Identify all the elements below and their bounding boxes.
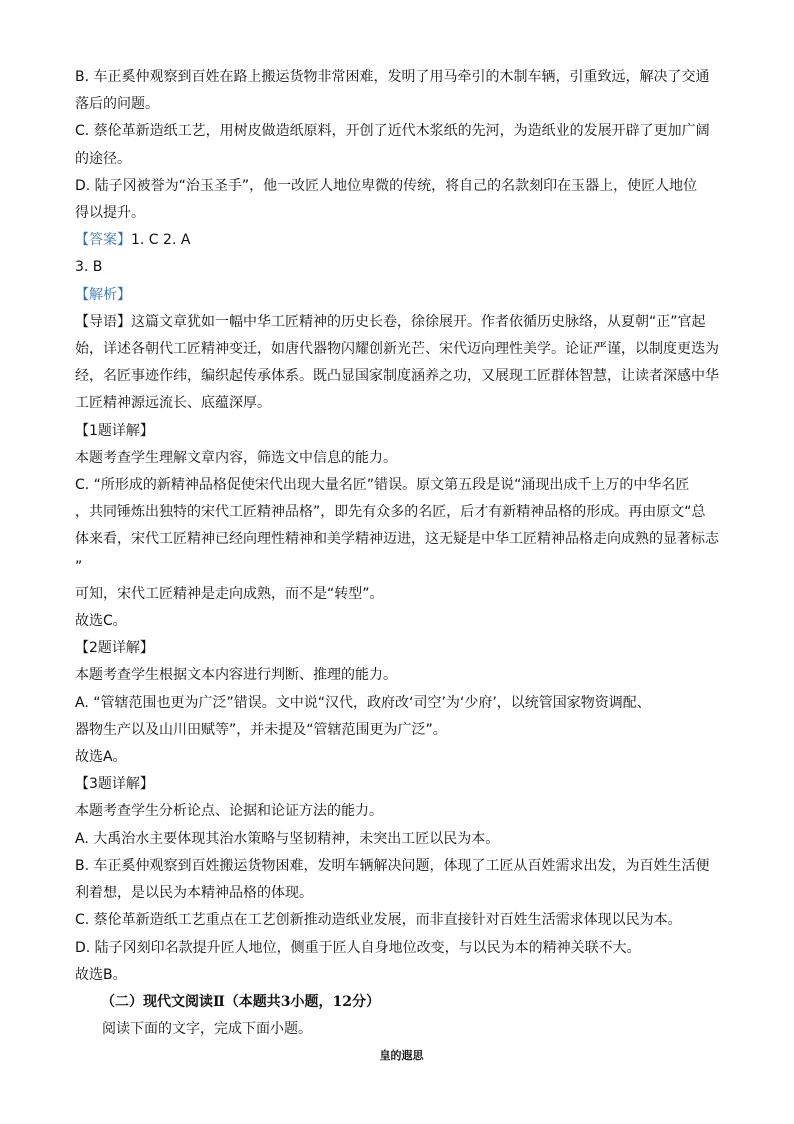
q3-line-2: A. 大禹治水主要体现其治水策略与坚韧精神，未突出工匠以民为本。 bbox=[75, 830, 500, 847]
guide-line-4: 工匠精神源远流长、底蕴深厚。 bbox=[75, 395, 271, 412]
answer-text: 1. C 2. A bbox=[131, 232, 191, 249]
option-d-line-1: D. 陆子冈被誉为“治玉圣手”，他一改匠人地位卑微的传统，将自己的名款刻印在玉器上，使匠人地位 bbox=[75, 177, 698, 194]
option-c-line-1: C. 蔡伦革新造纸工艺，用树皮做造纸原料，开创了近代木浆纸的先河，为造纸业的发展开辟了更加广阔 bbox=[75, 123, 710, 140]
q1-line-7: 故选C。 bbox=[75, 613, 127, 630]
q1-line-6: 可知，宋代工匠精神是走向成熟，而不是“转型”。 bbox=[75, 585, 384, 602]
guide-line-2: 始，详述各朝代工匠精神变迁，如唐代器物闪耀创新光芒、宋代迈向理性美学。论证严谨，以制度更迭为 bbox=[75, 341, 719, 358]
option-d-line-2: 得以提升。 bbox=[75, 205, 145, 222]
q2-line-4: 故选A。 bbox=[75, 749, 127, 766]
passage-title: 皇的遐思 bbox=[379, 1049, 424, 1063]
answer-line-2: 3. B bbox=[75, 259, 103, 276]
q3-line-5: C. 蔡伦革新造纸工艺重点在工艺创新推动造纸业发展，而非直接针对百姓生活需求体现以民为本。 bbox=[75, 912, 682, 929]
reading-instruction: 阅读下面的文字，完成下面小题。 bbox=[102, 1021, 312, 1038]
answer-line bbox=[75, 227, 728, 254]
q3-line-1: 本题考查学生分析论点、论据和论证方法的能力。 bbox=[75, 803, 383, 820]
q3-line-4: 利着想，是以民为本精神品格的体现。 bbox=[75, 885, 313, 902]
guide-line-3: 经，名匠事迹作纬，编织起传承体系。既凸显国家制度涵养之功，又展现工匠群体智慧，让读者深感中华 bbox=[75, 368, 719, 385]
option-b-line-1: B. 车正奚仲观察到百姓在路上搬运货物非常困难，发明了用马牵引的木制车辆，引重致远，解决了交通 bbox=[75, 69, 710, 85]
q1-line-5: ” bbox=[75, 558, 83, 575]
q1-line-4: 体来看，宋代工匠精神已经向理性精神和美学精神迈进，这无疑是中华工匠精神品格走向成熟的显著标志 bbox=[75, 531, 719, 548]
q2-line-3: 器物生产以及山川田赋等”，并未提及“管辖范围更为广泛”。 bbox=[75, 721, 447, 738]
q3-line-6: D. 陆子冈刻印名款提升匠人地位，侧重于匠人自身地位改变，与以民为本的精神关联不大。 bbox=[75, 939, 641, 956]
answer-tag: 【答案】 bbox=[75, 232, 131, 249]
q3-line-3: B. 车正奚仲观察到百姓搬运货物困难，发明车辆解决问题，体现了工匠从百姓需求出发，为百姓生活便 bbox=[75, 857, 710, 874]
q1-line-1: 本题考查学生理解文章内容，筛选文中信息的能力。 bbox=[75, 449, 397, 466]
q1-line-3: ，共同锤炼出独特的宋代工匠精神品格”，即先有众多的名匠，后才有新精神品格的形成。再由原文“总 bbox=[75, 504, 706, 521]
q2-line-1: 本题考查学生根据文本内容进行判断、推理的能力。 bbox=[75, 667, 397, 684]
q3-heading: 【3题详解】 bbox=[75, 776, 154, 793]
option-b-line-2: 落后的问题。 bbox=[75, 96, 159, 113]
q2-line-2: A. “管辖范围也更为广泛”错误。文中说“汉代，政府改‘司空’为‘少府’，以统管国家物资调配、 bbox=[75, 694, 651, 711]
section-heading: （二）现代文阅读Ⅱ（本题共3小题，12分） bbox=[101, 993, 381, 1010]
q2-heading: 【2题详解】 bbox=[75, 640, 154, 657]
analysis-tag: 【解析】 bbox=[75, 286, 131, 303]
q1-line-2: C. “所形成的新精神品格促使宋代出现大量名匠”错误。原文第五段是说“涌现出成千上万的中华名匠 bbox=[75, 477, 690, 494]
guide-line-1: 【导语】这篇文章犹如一幅中华工匠精神的历史长卷，徐徐展开。作者依循历史脉络，从夏朝“正”官起 bbox=[75, 313, 706, 330]
q1-heading: 【1题详解】 bbox=[75, 422, 154, 439]
option-c-line-2: 的途径。 bbox=[75, 150, 131, 167]
q3-line-7: 故选B。 bbox=[75, 966, 127, 983]
